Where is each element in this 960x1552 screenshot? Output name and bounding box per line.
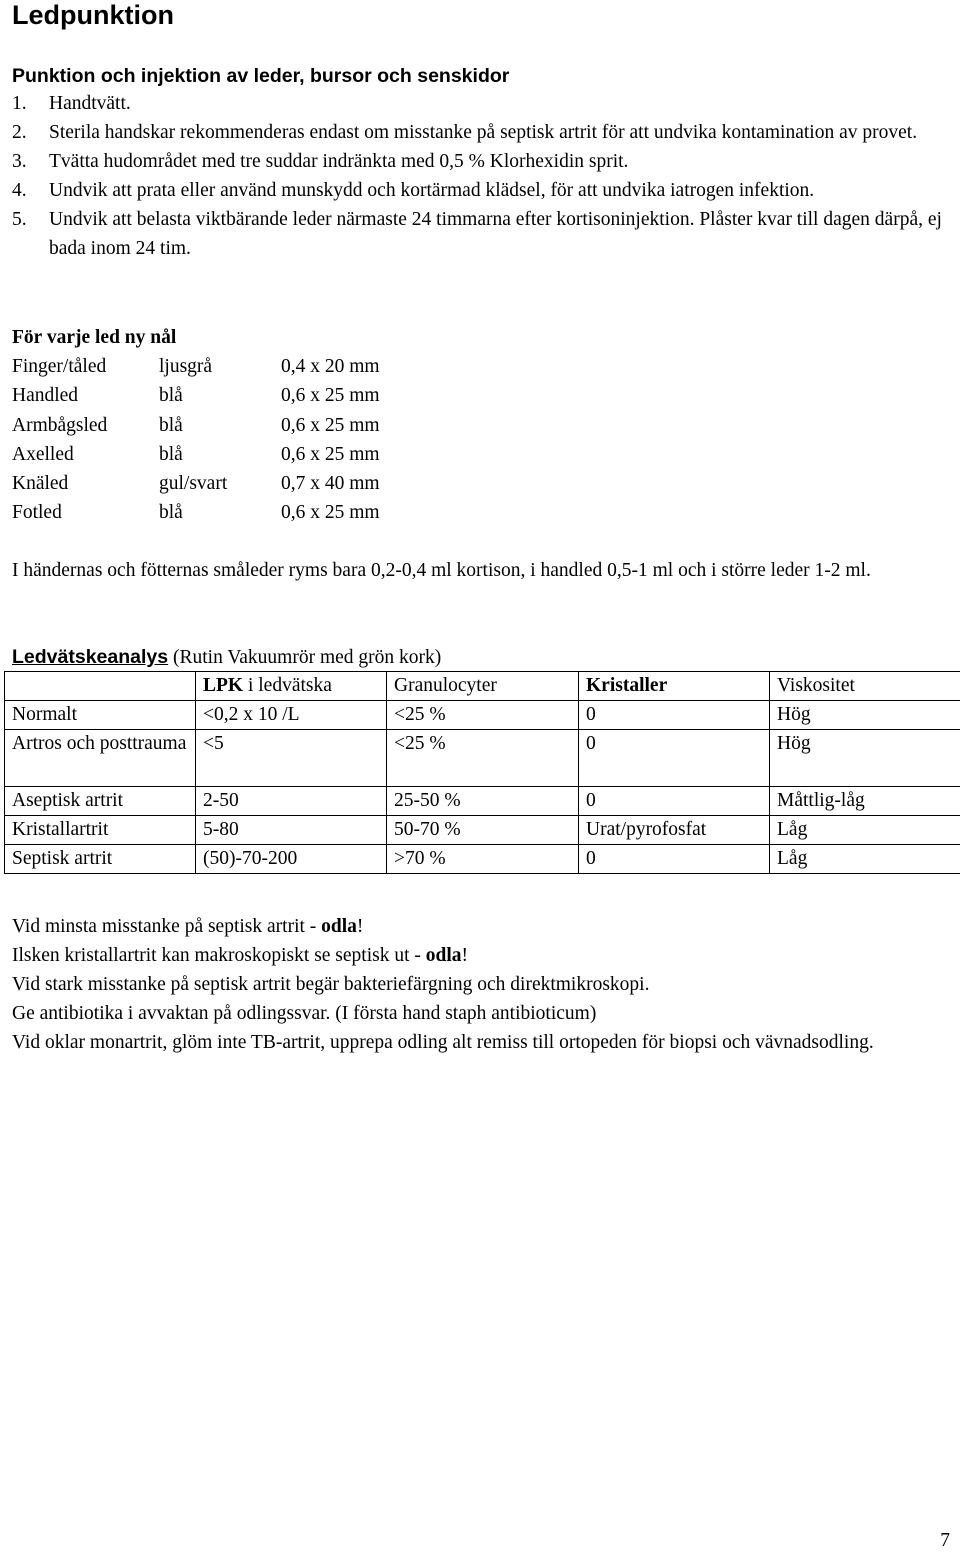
advice-section	[12, 912, 952, 1057]
step-text: Sterila handskar rekommenderas endast om misstanke på septisk artrit för att undvika kontamination av provet.	[49, 118, 958, 147]
table-cell: 0	[579, 845, 770, 874]
table-header-row	[5, 672, 960, 701]
header-cell-viscosity: Viskositet	[770, 672, 960, 701]
table-cell: 50-70 %	[387, 816, 579, 845]
table-cell: Normalt	[5, 701, 196, 730]
advice-text: Vid minsta misstanke på septisk artrit -	[12, 916, 321, 937]
table-cell: 25-50 %	[387, 787, 579, 816]
table-cell: <25 %	[387, 701, 579, 730]
list-item	[12, 176, 958, 205]
header-cell-granulocytes: Granulocyter	[387, 672, 579, 701]
steps-list	[12, 89, 958, 263]
header-lpk-bold: LPK	[203, 675, 243, 696]
needle-color: blå	[159, 498, 281, 527]
needle-row	[12, 498, 380, 527]
table-cell: >70 %	[387, 845, 579, 874]
joint-name: Armbågsled	[12, 411, 159, 440]
needle-size: 0,6 x 25 mm	[281, 411, 380, 440]
table-row	[5, 701, 960, 730]
advice-text: !	[357, 916, 364, 937]
header-cell-lpk	[196, 672, 387, 701]
step-number: 3.	[12, 147, 49, 176]
analysis-title: Ledvätskeanalys	[12, 646, 168, 668]
table-cell: Kristallartrit	[5, 816, 196, 845]
analysis-title-suffix: (Rutin Vakuumrör med grön kork)	[168, 647, 441, 668]
table-cell: Septisk artrit	[5, 845, 196, 874]
needle-size: 0,6 x 25 mm	[281, 440, 380, 469]
needle-row	[12, 411, 380, 440]
needle-row	[12, 440, 380, 469]
header-cell-empty	[5, 672, 196, 701]
table-cell: Låg	[770, 816, 960, 845]
needle-color: blå	[159, 440, 281, 469]
needle-row	[12, 469, 380, 498]
step-number: 5.	[12, 205, 49, 263]
step-number: 4.	[12, 176, 49, 205]
step-text: Undvik att prata eller använd munskydd och kortärmad klädsel, för att undvika iatrogen infektion.	[49, 176, 958, 205]
advice-emphasis: odla	[426, 945, 462, 966]
needle-color: gul/svart	[159, 469, 281, 498]
needle-size: 0,6 x 25 mm	[281, 381, 380, 410]
joint-name: Handled	[12, 381, 159, 410]
advice-text: !	[462, 945, 469, 966]
needle-size: 0,4 x 20 mm	[281, 352, 380, 381]
synovial-fluid-table	[4, 671, 960, 874]
step-number: 2.	[12, 118, 49, 147]
table-cell: Måttlig-låg	[770, 787, 960, 816]
joint-name: Fotled	[12, 498, 159, 527]
advice-line	[12, 912, 952, 941]
table-cell: <25 %	[387, 730, 579, 787]
list-item	[12, 89, 958, 118]
advice-line	[12, 941, 952, 970]
needle-color: ljusgrå	[159, 352, 281, 381]
table-row	[5, 730, 960, 787]
advice-text: Ilsken kristallartrit kan makroskopiskt se septisk ut -	[12, 945, 426, 966]
needle-color: blå	[159, 381, 281, 410]
table-cell: Urat/pyrofosfat	[579, 816, 770, 845]
needle-list	[12, 323, 380, 527]
list-item	[12, 118, 958, 147]
table-cell: Artros och posttrauma	[5, 730, 196, 787]
table-cell: 0	[579, 701, 770, 730]
needle-size: 0,6 x 25 mm	[281, 498, 380, 527]
dose-note: I händernas och fötternas småleder ryms bara 0,2-0,4 ml kortison, i handled 0,5-1 ml och i större leder 1-2 ml.	[12, 556, 952, 585]
step-text: Undvik att belasta viktbärande leder närmaste 24 timmarna efter kortisoninjektion. Plåster kvar till dagen därpå, ej bada inom 24 tim.	[49, 205, 958, 263]
joint-name: Knäled	[12, 469, 159, 498]
advice-line: Vid oklar monartrit, glöm inte TB-artrit, upprepa odling alt remiss till ortopeden för biopsi och vävnadsodling.	[12, 1028, 952, 1057]
list-item	[12, 147, 958, 176]
needle-row	[12, 381, 380, 410]
table-cell: Aseptisk artrit	[5, 787, 196, 816]
needle-row	[12, 352, 380, 381]
header-lpk-suffix: i ledvätska	[243, 675, 332, 696]
section-subtitle: Punktion och injektion av leder, bursor och senskidor	[12, 62, 509, 91]
header-cell-crystals	[579, 672, 770, 701]
table-cell: Hög	[770, 730, 960, 787]
advice-line: Vid stark misstanke på septisk artrit begär bakteriefärgning och direktmikroskopi.	[12, 970, 952, 999]
table-cell: 5-80	[196, 816, 387, 845]
table-cell: <0,2 x 10 /L	[196, 701, 387, 730]
needle-size: 0,7 x 40 mm	[281, 469, 380, 498]
list-item	[12, 205, 958, 263]
table-row	[5, 787, 960, 816]
table-cell: <5	[196, 730, 387, 787]
step-number: 1.	[12, 89, 49, 118]
joint-name: Axelled	[12, 440, 159, 469]
page-title: Ledpunktion	[12, 0, 174, 32]
page-number: 7	[940, 1530, 950, 1552]
table-cell: (50)-70-200	[196, 845, 387, 874]
advice-line: Ge antibiotika i avvaktan på odlingssvar. (I första hand staph antibioticum)	[12, 999, 952, 1028]
table-row	[5, 845, 960, 874]
advice-emphasis: odla	[321, 916, 357, 937]
step-text: Handtvätt.	[49, 89, 958, 118]
table-cell: 0	[579, 787, 770, 816]
needle-color: blå	[159, 411, 281, 440]
table-row	[5, 816, 960, 845]
needle-heading: För varje led ny nål	[12, 323, 380, 352]
analysis-heading	[12, 643, 441, 672]
table-cell: 0	[579, 730, 770, 787]
step-text: Tvätta hudområdet med tre suddar indränkta med 0,5 % Klorhexidin sprit.	[49, 147, 958, 176]
header-crystals-bold: Kristaller	[586, 675, 667, 696]
table-cell: Hög	[770, 701, 960, 730]
table-cell: 2-50	[196, 787, 387, 816]
table-cell: Låg	[770, 845, 960, 874]
joint-name: Finger/tåled	[12, 352, 159, 381]
